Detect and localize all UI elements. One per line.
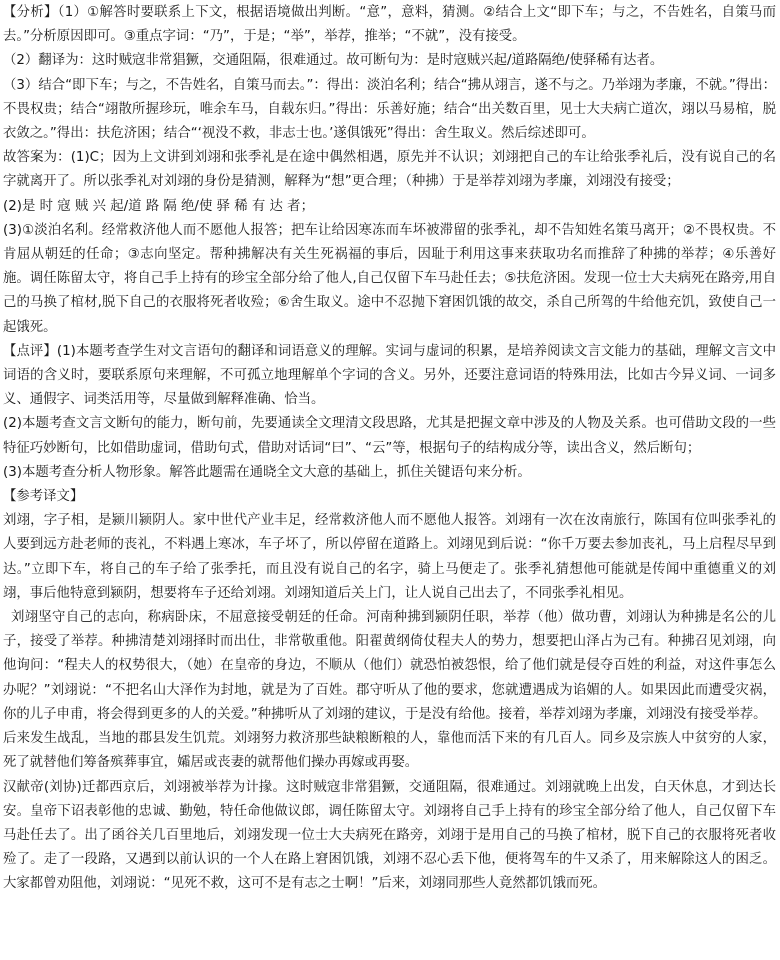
translation-paragraph-2: 刘翊坚守自己的志向，称病卧床，不屈意接受朝廷的任命。河南种拂到颍阴任职，举荐（他）做功曹，刘翊认为种拂是名公的儿子，接受了举荐。种拂清楚刘翊择时而出仕，非常敬重他。阳翟黄纲倚仗程夫人的势力，想要把山泽占为己有。种拂召见刘翊，向他询问：“程夫人的权势很大，（她）在皇帝的身边，不顺从（他们）就恐怕被怨恨，给了他们就是侵夺百姓的利益，对这件事怎么办呢？”刘翊说：“不把名山大泽作为封地，就是为了百姓。郡守听从了他的要求，您就遭遇成为谄媚的人。如果因此而遭受灾祸，你的儿子申甫，将会得到更多的人的关爱。”种拂听从了刘翊的建议，于是没有给他。接着，举荐刘翊为孝廉，刘翊没有接受举荐。 <box>3 610 776 722</box>
translation-paragraph-3: 后来发生战乱，当地的郡县发生饥荒。刘翊努力救济那些缺粮断粮的人，靠他而活下来的有几百人。同乡及宗族人中贫穷的人家，死了就替他们筹备殡葬事宜，孀居或丧妻的就帮他们操办再嫁或再娶。 <box>3 731 776 771</box>
analysis-part1: 【分析】（1）①解答时要联系上下文，根据语境做出判断。“意”，意料，猜测。②结合上文“即下车；与之，不告姓名，自策马而去。”分析原因即可。③重点字词：“乃”，于是；“举”，举荐，推举；“不就”，没有接受。 <box>3 5 776 45</box>
comment-part1: 【点评】(1)本题考查学生对文言语句的翻译和词语意义的理解。实词与虚词的积累，是培养阅读文言文能力的基础，理解文言文中词语的含义时，要联系原句来理解，不可孤立地理解单个字词的含义。另外，还要注意词语的特殊用法，比如古今异义词、一词多义、通假字、词类活用等，尽量做到解释准确、恰当。 <box>3 343 776 408</box>
analysis-part3: （3）结合“即下车；与之，不告姓名，自策马而去。”：得出：淡泊名利；结合“拂从翊言，遂不与之。乃举翊为孝廉，不就。”得出：不畏权贵；结合“翊散所握珍玩，唯余车马，自载东归。”得出：乐善好施；结合“出关数百里，见士大夫病亡道次，翊以马易棺，脱衣敛之。”得出：扶危济困；结合“‘视没不救，非志士也。’遂俱饿死”得出：舍生取义。然后综述即可。 <box>3 77 776 142</box>
translation-paragraph-1: 刘翊，字子相，是颍川颍阴人。家中世代产业丰足，经常救济他人而不愿他人报答。刘翊有一次在汝南旅行，陈国有位叫张季礼的人要到远方赴老师的丧礼，不料遇上寒冰，车子坏了，所以停留在道路上。刘翊见到后说：“你千万要去参加丧礼，马上启程尽早到达。”立即下车，将自己的车子给了张季托，而且没有说自己的名字，骑上马便走了。张季礼猜想他可能就是传闻中重德重义的刘翊，事后他特意到颍阴，想要将车子还给刘翊。刘翊知道后关上门，让人说自己出去了，不同张季礼相见。 <box>3 513 776 601</box>
comment-part3: (3)本题考查分析人物形象。解答此题需在通晓全文大意的基础上，抓住关键语句来分析。 <box>3 464 531 480</box>
answer-part1: 故答案为：(1)C；因为上文讲到刘翊和张季礼是在途中偶然相遇，原先并不认识；刘翊把自己的车让给张季礼后，没有说自己的名字就离开了。所以张季礼对刘翊的身份是猜测，解释为“想”更合理；（种拂）于是举荐刘翊为孝廉，刘翊没有接受； <box>3 150 776 190</box>
translation-heading: 【参考译文】 <box>3 489 84 505</box>
comment-part2: (2)本题考查文言文断句的能力，断句前，先要通读全文理清文段思路，尤其是把握文章中涉及的人物及关系。也可借助文段的一些特征巧妙断句，比如借助虚词，借助句式，借助对话词“曰”、“云”等，根据句子的结构成分等，读出含义，然后断句； <box>3 416 776 456</box>
answer-part2: (2)是 时 寇 贼 兴 起/道 路 隔 绝/使 驿 稀 有 达 者； <box>3 198 314 214</box>
analysis-part2: （2）翻译为：这时贼寇非常猖獗，交通阻隔，很难通过。故可断句为：是时寇贼兴起/道路隔绝/使驿稀有达者。 <box>3 53 664 69</box>
translation-paragraph-4: 汉献帝(刘协)迁都西京后，刘翊被举荐为计掾。这时贼寇非常猖獗，交通阻隔，很难通过。刘翊就晚上出发，白天休息，才到达长安。皇帝下诏表彰他的忠诚、勤勉，特任命他做议郎，调任陈留太守。刘翊将自己手上持有的珍宝全部分给了他人，自己仅留下车马赴任去了。出了函谷关几百里地后，刘翊发现一位士大夫病死在路旁，刘翊于是用自己的马换了棺材，脱下自己的衣服将死者收殓了。走了一段路，又遇到以前认识的一个人在路上窘困饥饿，刘翊不忍心丢下他，便将驾车的牛又杀了，用来解除这人的困乏。大家都曾劝阻他，刘翊说：“见死不救，这可不是有志之士啊！”后来，刘翊同那些人竟然都饥饿而死。 <box>3 779 776 892</box>
answer-part3: (3)①淡泊名利。经常救济他人而不愿他人报答；把车让给因寒冻而车坏被滞留的张季礼，却不告知姓名策马离开；②不畏权贵。不肯屈从朝廷的任命；③志向坚定。帮种拂解决有关生死祸福的事后，因耻于利用这事来获取功名而推辞了种拂的举荐；④乐善好施。调任陈留太守，将自己手上持有的珍宝全部分给了他人,自己仅留下车马赴任去；⑤扶危济困。发现一位士大夫病死在路旁,用自己的马换了棺材,脱下自己的衣服将死者收殓；⑥舍生取义。途中不忍抛下窘困饥饿的故交，杀自己所驾的牛给他充饥，致使自己一起饿死。 <box>3 222 776 335</box>
